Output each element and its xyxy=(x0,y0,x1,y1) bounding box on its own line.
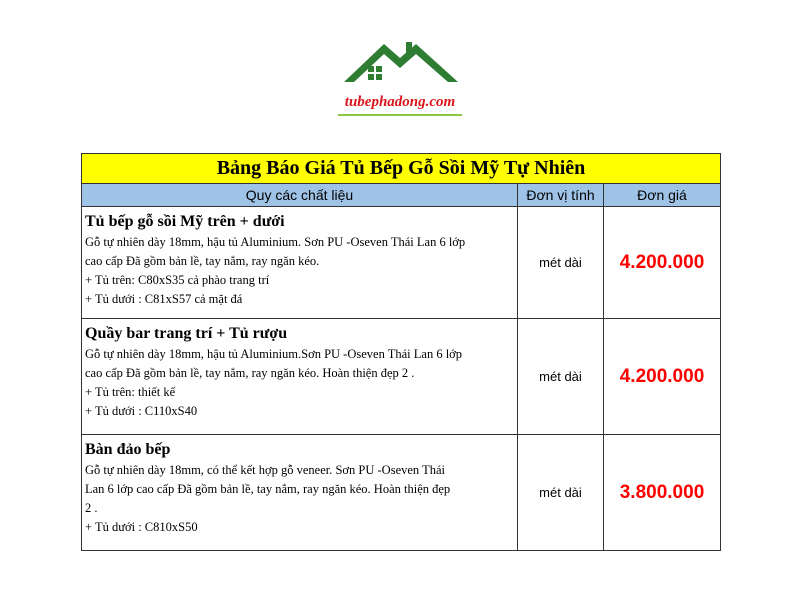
logo-underline xyxy=(338,114,462,116)
row-price: 3.800.000 xyxy=(604,435,721,551)
house-logo-icon xyxy=(340,38,460,94)
item-line: cao cấp Đã gồm bản lề, tay nắm, ray ngăn kéo. Hoàn thiện đẹp 2 . xyxy=(85,366,415,380)
table-row xyxy=(82,435,721,551)
row-unit: mét dài xyxy=(518,319,604,435)
header-material: Quy các chất liệu xyxy=(82,184,518,207)
table-row xyxy=(82,319,721,435)
table-title: Bảng Báo Giá Tủ Bếp Gỗ Sồi Mỹ Tự Nhiên xyxy=(82,154,721,184)
header-price: Đơn giá xyxy=(604,184,721,207)
item-name: Bàn đảo bếp xyxy=(85,441,171,458)
table-title-row xyxy=(82,154,721,184)
header-unit: Đơn vị tính xyxy=(518,184,604,207)
item-line: + Tủ dưới : C110xS40 xyxy=(85,404,198,418)
price-table xyxy=(81,153,721,551)
item-line: Gỗ tự nhiên dày 18mm, hậu tủ Aluminium. Sơn PU -Oseven Thái Lan 6 lớp xyxy=(85,235,466,249)
item-line: + Tủ trên: C80xS35 cả phào trang trí xyxy=(85,273,270,287)
item-line: Lan 6 lớp cao cấp Đã gồm bản lề, tay nắm, ray ngăn kéo. Hoàn thiện đẹp xyxy=(85,482,451,496)
row-unit: mét dài xyxy=(518,435,604,551)
item-line: Gỗ tự nhiên dày 18mm, có thể kết hợp gỗ veneer. Sơn PU -Oseven Thái xyxy=(85,463,445,477)
item-name: Quầy bar trang trí + Tủ rượu xyxy=(85,325,288,342)
table-row xyxy=(82,207,721,319)
site-name[interactable]: tubephadong.com xyxy=(344,94,456,110)
item-line: + Tủ trên: thiết kế xyxy=(85,385,176,399)
item-line: cao cấp Đã gồm bản lề, tay nắm, ray ngăn kéo. xyxy=(85,254,320,268)
row-description xyxy=(82,207,518,319)
item-line: + Tủ dưới : C81xS57 cả mặt đá xyxy=(85,292,243,306)
row-description xyxy=(82,319,518,435)
item-line: Gỗ tự nhiên dày 18mm, hậu tủ Aluminium.Sơn PU -Oseven Thái Lan 6 lớp xyxy=(85,347,463,361)
row-description xyxy=(82,435,518,551)
row-price: 4.200.000 xyxy=(604,207,721,319)
row-price: 4.200.000 xyxy=(604,319,721,435)
site-logo xyxy=(330,38,470,120)
item-name: Tủ bếp gỗ sồi Mỹ trên + dưới xyxy=(85,213,285,230)
row-unit: mét dài xyxy=(518,207,604,319)
item-line: + Tủ dưới : C810xS50 xyxy=(85,520,198,534)
item-line: 2 . xyxy=(85,501,98,515)
table-header-row xyxy=(82,184,721,207)
